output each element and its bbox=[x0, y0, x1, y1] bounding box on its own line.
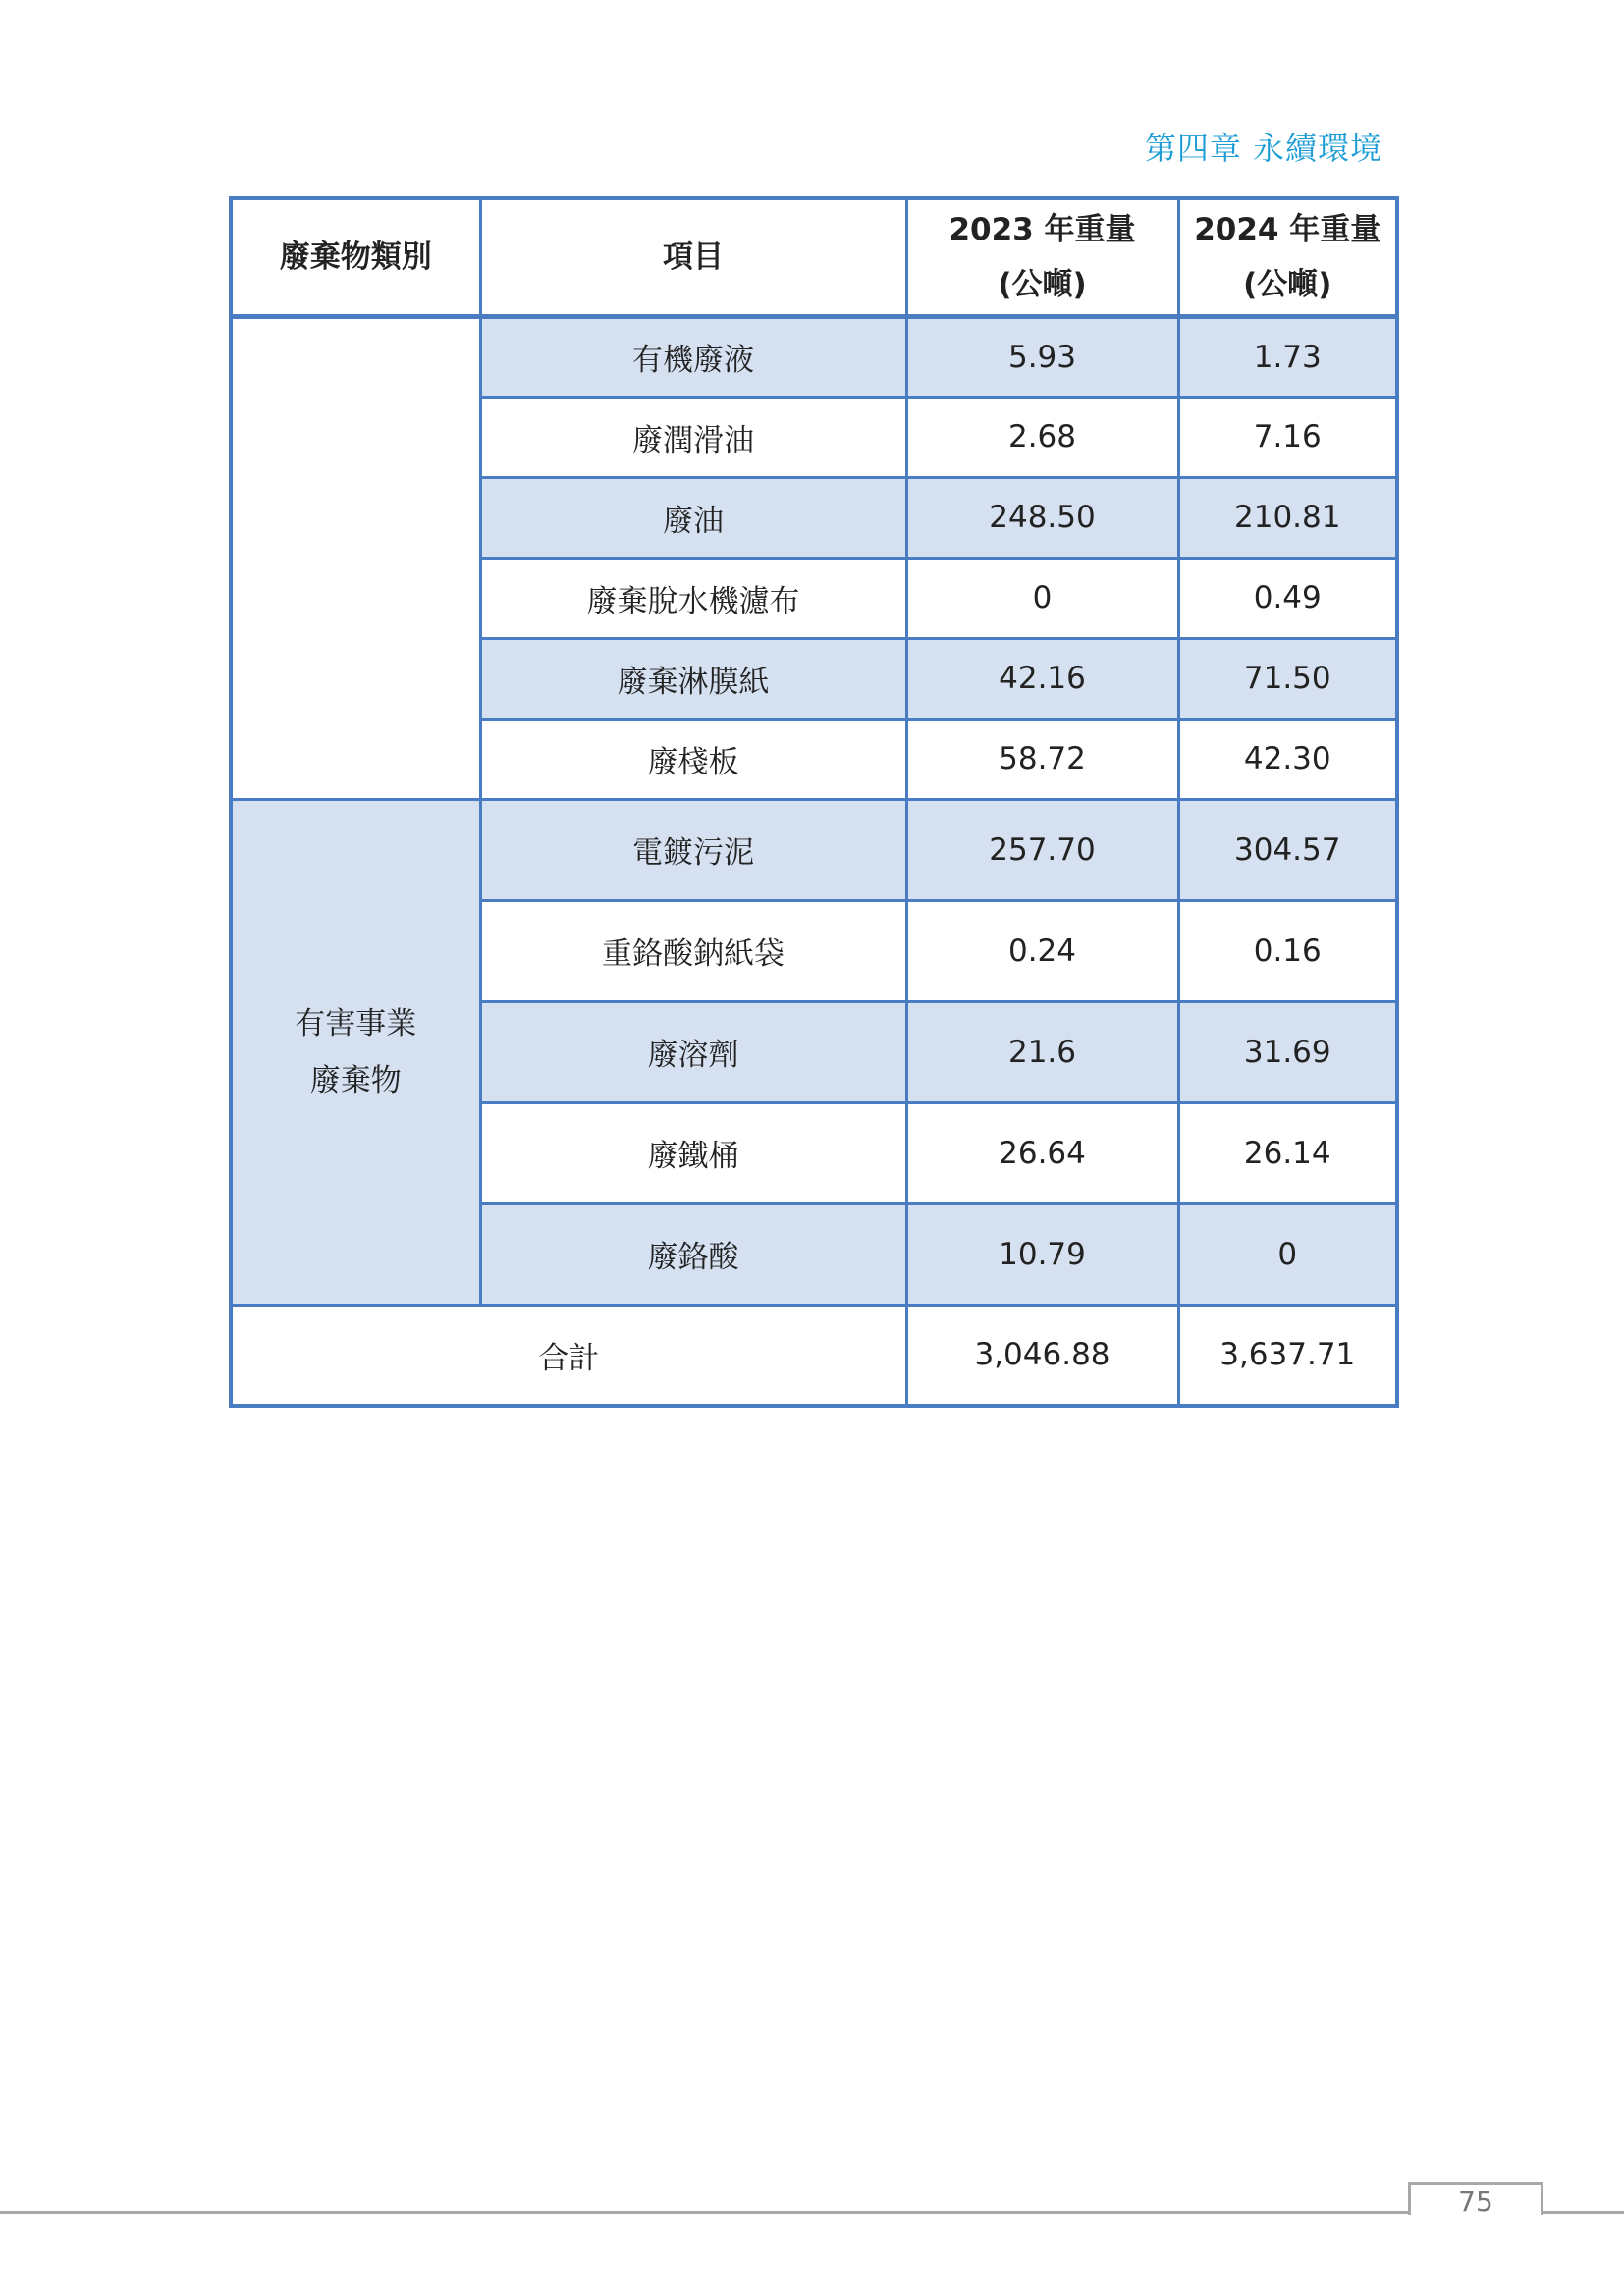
value-2024: 42.30 bbox=[1178, 719, 1397, 799]
category-hazardous-line1: 有害事業 bbox=[295, 1005, 417, 1041]
value-2024: 1.73 bbox=[1178, 316, 1397, 397]
value-2023: 42.16 bbox=[906, 638, 1178, 719]
table-row bbox=[231, 799, 1397, 900]
value-2024: 304.57 bbox=[1178, 799, 1397, 900]
table-header-row bbox=[231, 198, 1397, 316]
value-2023: 26.64 bbox=[906, 1102, 1178, 1203]
item-cell: 廢油 bbox=[480, 477, 906, 558]
category-hazardous-line2: 廢棄物 bbox=[309, 1062, 402, 1098]
item-cell: 廢鉻酸 bbox=[480, 1203, 906, 1305]
value-2024: 71.50 bbox=[1178, 638, 1397, 719]
value-2023: 0.24 bbox=[906, 900, 1178, 1001]
footer-divider bbox=[0, 2211, 1624, 2214]
header-2024-line2: (公噸) bbox=[1243, 266, 1332, 302]
value-2023: 0 bbox=[906, 558, 1178, 638]
total-2024: 3,637.71 bbox=[1178, 1305, 1397, 1406]
value-2023: 5.93 bbox=[906, 316, 1178, 397]
item-cell: 廢棄淋膜紙 bbox=[480, 638, 906, 719]
item-cell: 廢棄脫水機濾布 bbox=[480, 558, 906, 638]
value-2023: 2.68 bbox=[906, 397, 1178, 477]
chapter-title: 第四章 永續環境 bbox=[1144, 130, 1382, 167]
value-2024: 210.81 bbox=[1178, 477, 1397, 558]
value-2023: 10.79 bbox=[906, 1203, 1178, 1305]
value-2023: 58.72 bbox=[906, 719, 1178, 799]
header-2023 bbox=[906, 198, 1178, 316]
category-hazardous bbox=[231, 799, 480, 1305]
waste-table bbox=[229, 196, 1399, 1408]
header-2024 bbox=[1178, 198, 1397, 316]
value-2023: 21.6 bbox=[906, 1001, 1178, 1102]
total-2023: 3,046.88 bbox=[906, 1305, 1178, 1406]
header-item: 項目 bbox=[480, 198, 906, 316]
item-cell: 重鉻酸鈉紙袋 bbox=[480, 900, 906, 1001]
value-2024: 7.16 bbox=[1178, 397, 1397, 477]
value-2024: 26.14 bbox=[1178, 1102, 1397, 1203]
item-cell: 廢溶劑 bbox=[480, 1001, 906, 1102]
item-cell: 廢棧板 bbox=[480, 719, 906, 799]
header-category: 廢棄物類別 bbox=[231, 198, 480, 316]
total-row bbox=[231, 1305, 1397, 1406]
value-2023: 248.50 bbox=[906, 477, 1178, 558]
item-cell: 電鍍污泥 bbox=[480, 799, 906, 900]
category-general bbox=[231, 316, 480, 799]
table-row bbox=[231, 316, 1397, 397]
page-number: 75 bbox=[1458, 2185, 1493, 2217]
value-2024: 0.16 bbox=[1178, 900, 1397, 1001]
item-cell: 廢鐵桶 bbox=[480, 1102, 906, 1203]
value-2024: 31.69 bbox=[1178, 1001, 1397, 1102]
value-2024: 0.49 bbox=[1178, 558, 1397, 638]
value-2023: 257.70 bbox=[906, 799, 1178, 900]
total-label: 合計 bbox=[231, 1305, 906, 1406]
header-2024-line1: 2024 年重量 bbox=[1194, 211, 1381, 247]
header-2023-line1: 2023 年重量 bbox=[948, 211, 1136, 247]
item-cell: 有機廢液 bbox=[480, 316, 906, 397]
header-2023-line2: (公噸) bbox=[998, 266, 1087, 302]
item-cell: 廢潤滑油 bbox=[480, 397, 906, 477]
value-2024: 0 bbox=[1178, 1203, 1397, 1305]
